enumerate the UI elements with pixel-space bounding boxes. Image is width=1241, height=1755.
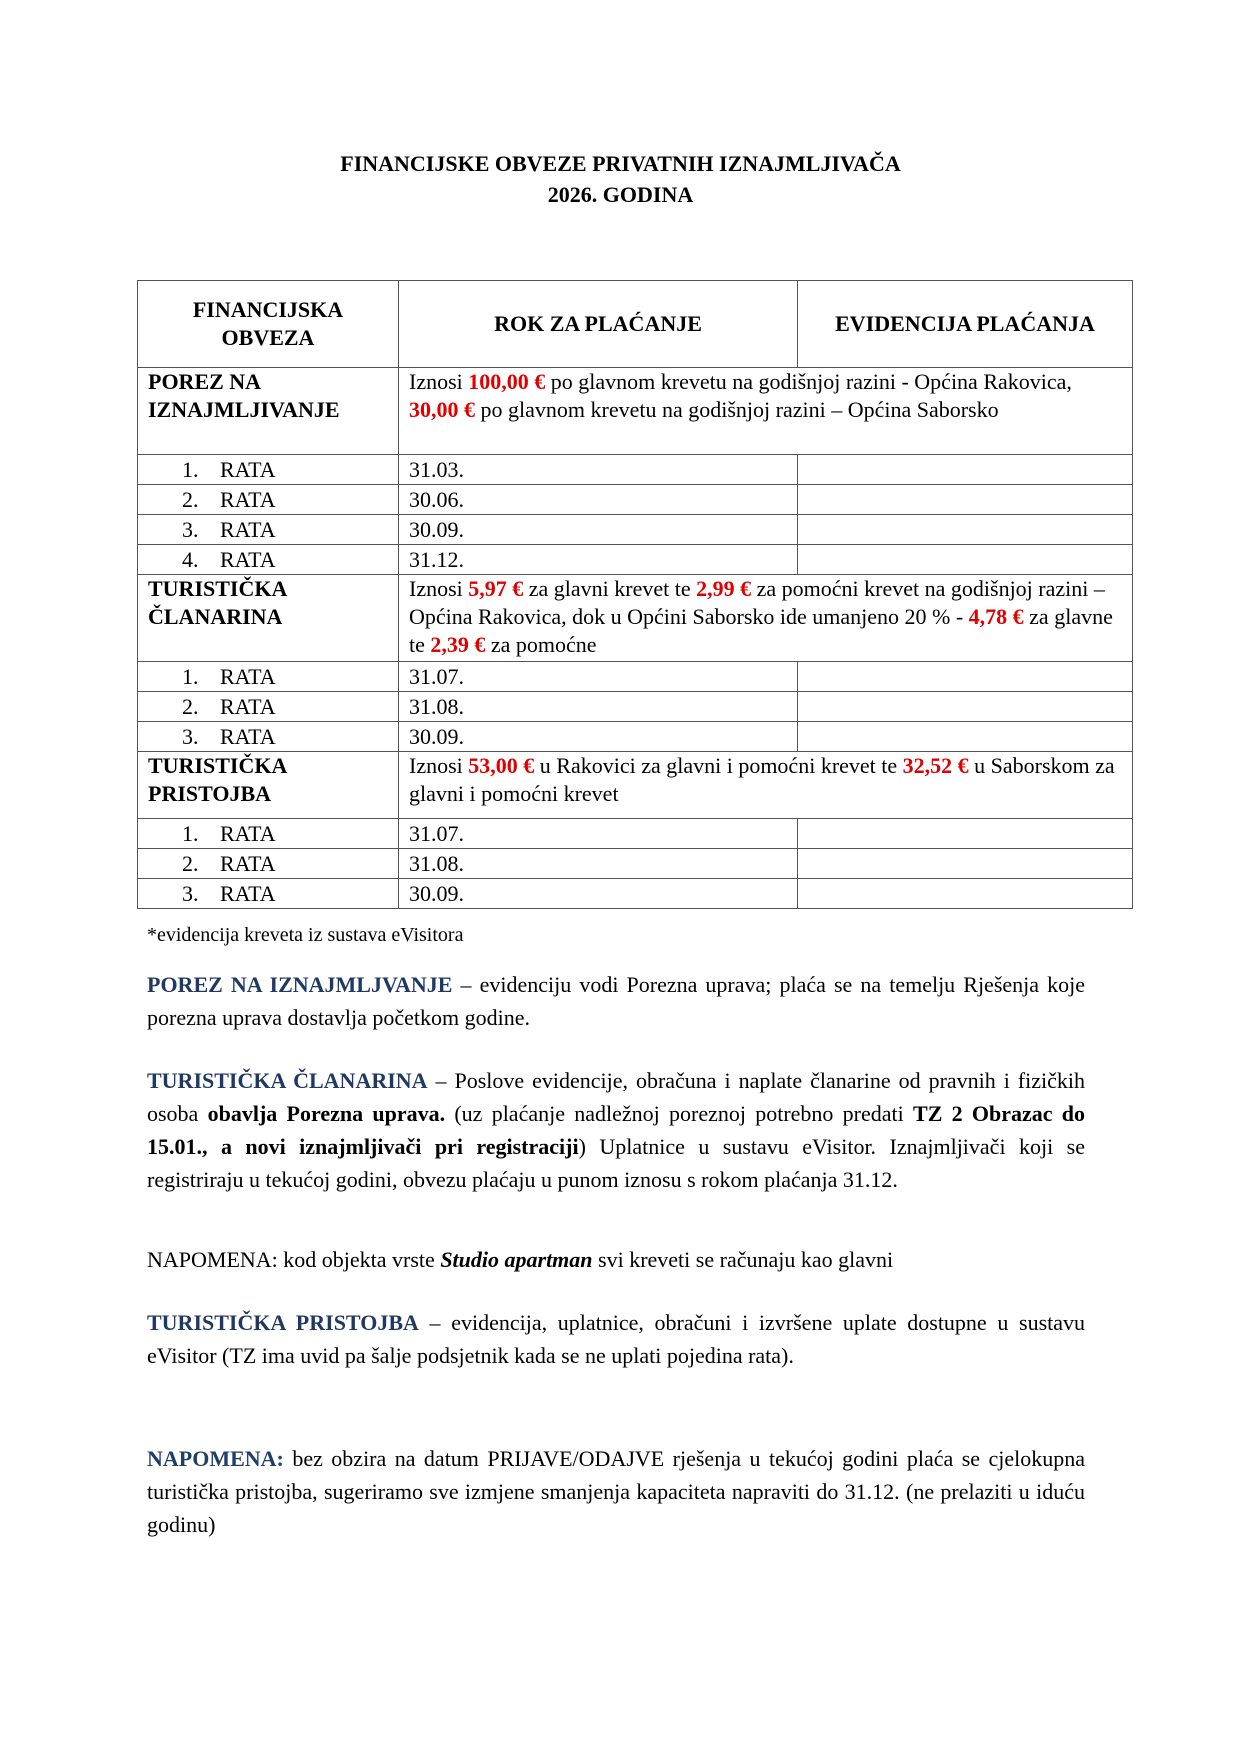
amount-value: 53,00 € bbox=[468, 753, 535, 778]
section-row bbox=[138, 575, 1133, 662]
clanarina-text-2: (uz plaćanje nadležnoj poreznoj potrebno predati bbox=[445, 1101, 914, 1126]
amount-value: 32,52 € bbox=[902, 753, 969, 778]
description-text: u Saborskom za glavni i pomoćni krevet bbox=[409, 753, 1115, 806]
installment-evidence-cell[interactable] bbox=[798, 662, 1133, 692]
installment-row bbox=[138, 515, 1133, 545]
description-text: za pomoćne bbox=[485, 632, 597, 657]
section-name: TURISTIČKA PRISTOJBA bbox=[138, 752, 399, 819]
installment-deadline: 31.07. bbox=[399, 819, 798, 849]
installment-evidence-cell[interactable] bbox=[798, 819, 1133, 849]
installment-deadline: 30.09. bbox=[399, 722, 798, 752]
installment-text: RATA bbox=[220, 487, 276, 512]
installment-deadline: 31.08. bbox=[399, 849, 798, 879]
installment-label bbox=[138, 662, 399, 692]
installment-deadline: 31.08. bbox=[399, 692, 798, 722]
paragraph-pristojba bbox=[147, 1306, 1085, 1372]
studio-bold-italic: Studio apartman bbox=[440, 1247, 593, 1272]
installment-number: 3. bbox=[182, 517, 199, 542]
paragraph-napomena-studio bbox=[147, 1243, 1085, 1276]
installment-row bbox=[138, 879, 1133, 909]
pristojba-text: – evidencija, uplatnice, obračuni i izvršene uplate dostupne u sustavu eVisitor (TZ ima uvid pa šalje podsjetnik kada se ne uplati pojedina rata). bbox=[147, 1310, 1086, 1368]
obligations-table bbox=[137, 280, 1133, 909]
clanarina-bold-2: TZ 2 Obrazac do 15.01., a novi iznajmljivači pri registraciji bbox=[147, 1101, 1086, 1159]
description-text: za glavni krevet te bbox=[523, 576, 697, 601]
installment-row bbox=[138, 722, 1133, 752]
section-description bbox=[399, 752, 1133, 819]
amount-value: 4,78 € bbox=[968, 604, 1024, 629]
header-obligation: FINANCIJSKA OBVEZA bbox=[138, 281, 399, 368]
section-name: TURISTIČKA ČLANARINA bbox=[138, 575, 399, 662]
installment-text: RATA bbox=[220, 821, 276, 846]
description-text: po glavnom krevetu na godišnjoj razini – Općina Saborsko bbox=[475, 397, 999, 422]
clanarina-text-1: – Poslove evidencije, obračuna i naplate članarine od pravnih i fizičkih osoba bbox=[147, 1068, 1085, 1126]
installment-label bbox=[138, 819, 399, 849]
section-row bbox=[138, 752, 1133, 819]
installment-deadline: 31.07. bbox=[399, 662, 798, 692]
installment-number: 1. bbox=[182, 821, 199, 846]
amount-value: 2,39 € bbox=[430, 632, 486, 657]
installment-text: RATA bbox=[220, 664, 276, 689]
installment-text: RATA bbox=[220, 694, 276, 719]
installment-row bbox=[138, 819, 1133, 849]
description-text: Iznosi bbox=[409, 369, 469, 394]
section-description bbox=[399, 575, 1133, 662]
installment-row bbox=[138, 692, 1133, 722]
clanarina-bold-1: obavlja Porezna uprava. bbox=[207, 1101, 446, 1126]
description-text: za pomoćni krevet na godišnjoj razini – Općina Rakovica, dok u Općini Saborsko ide umanjeno 20 % - bbox=[409, 576, 1105, 629]
installment-deadline: 30.09. bbox=[399, 879, 798, 909]
section-row bbox=[138, 368, 1133, 455]
installment-text: RATA bbox=[220, 547, 276, 572]
installment-deadline: 30.09. bbox=[399, 515, 798, 545]
installment-evidence-cell[interactable] bbox=[798, 849, 1133, 879]
installment-evidence-cell[interactable] bbox=[798, 485, 1133, 515]
installment-text: RATA bbox=[220, 724, 276, 749]
napomena-text: bez obzira na datum PRIJAVE/ODAJVE rješenja u tekućoj godini plaća se cjelokupna turistička pristojba, sugeriramo sve izmjene smanjenja kapaciteta napraviti do 31.12. (ne prelaziti u iduću godinu) bbox=[147, 1446, 1085, 1537]
installment-row bbox=[138, 662, 1133, 692]
installment-label bbox=[138, 515, 399, 545]
table-footnote: *evidencija kreveta iz sustava eVisitora bbox=[147, 924, 464, 946]
installment-number: 2. bbox=[182, 694, 199, 719]
installment-label bbox=[138, 879, 399, 909]
installment-text: RATA bbox=[220, 851, 276, 876]
studio-text-2: svi kreveti se računaju kao glavni bbox=[592, 1247, 894, 1272]
installment-text: RATA bbox=[220, 881, 276, 906]
installment-evidence-cell[interactable] bbox=[798, 545, 1133, 575]
title-line-1: FINANCIJSKE OBVEZE PRIVATNIH IZNAJMLJIVAČA bbox=[340, 151, 901, 176]
installment-deadline: 31.12. bbox=[399, 545, 798, 575]
installment-text: RATA bbox=[220, 457, 276, 482]
installment-deadline: 30.06. bbox=[399, 485, 798, 515]
installment-number: 4. bbox=[182, 547, 199, 572]
installment-label bbox=[138, 485, 399, 515]
installment-label bbox=[138, 722, 399, 752]
section-description bbox=[399, 368, 1133, 455]
document-title bbox=[0, 148, 1241, 210]
description-text: Iznosi bbox=[409, 576, 469, 601]
installment-label bbox=[138, 545, 399, 575]
installment-evidence-cell[interactable] bbox=[798, 515, 1133, 545]
installment-number: 2. bbox=[182, 487, 199, 512]
clanarina-text-3: ) Uplatnice u sustavu eVisitor. Iznajmljivači koji se registriraju u tekućoj godini, obvezu plaćaju u punom iznosu s rokom plaćanja 31.12. bbox=[147, 1134, 1085, 1192]
porez-heading: POREZ NA IZNAJMLJVANJE bbox=[147, 972, 453, 997]
description-text: po glavnom krevetu na godišnjoj razini - Općina Rakovica, bbox=[545, 369, 1072, 394]
porez-text: – evidenciju vodi Porezna uprava; plaća se na temelju Rješenja koje porezna uprava dostavlja početkom godine. bbox=[147, 972, 1085, 1030]
paragraph-porez bbox=[147, 968, 1085, 1034]
table-header-row bbox=[138, 281, 1133, 368]
installment-evidence-cell[interactable] bbox=[798, 879, 1133, 909]
section-name: POREZ NA IZNAJMLJIVANJE bbox=[138, 368, 399, 455]
title-line-2: 2026. GODINA bbox=[547, 182, 694, 207]
description-text: u Rakovici za glavni i pomoćni krevet te bbox=[534, 753, 903, 778]
amount-value: 2,99 € bbox=[696, 576, 752, 601]
installment-number: 3. bbox=[182, 881, 199, 906]
installment-number: 2. bbox=[182, 851, 199, 876]
installment-row bbox=[138, 485, 1133, 515]
installment-number: 1. bbox=[182, 457, 199, 482]
installment-deadline: 31.03. bbox=[399, 455, 798, 485]
installment-label bbox=[138, 849, 399, 879]
installment-evidence-cell[interactable] bbox=[798, 455, 1133, 485]
studio-text-1: NAPOMENA: kod objekta vrste bbox=[147, 1247, 441, 1272]
header-evidence: EVIDENCIJA PLAĆANJA bbox=[798, 281, 1133, 368]
installment-row bbox=[138, 545, 1133, 575]
installment-number: 1. bbox=[182, 664, 199, 689]
amount-value: 30,00 € bbox=[409, 397, 475, 422]
installment-row bbox=[138, 455, 1133, 485]
clanarina-heading: TURISTIČKA ČLANARINA bbox=[147, 1068, 428, 1093]
paragraph-napomena-final bbox=[147, 1442, 1085, 1541]
installment-row bbox=[138, 849, 1133, 879]
installment-label bbox=[138, 692, 399, 722]
napomena-heading: NAPOMENA: bbox=[147, 1446, 284, 1471]
installment-evidence-cell[interactable] bbox=[798, 722, 1133, 752]
paragraph-clanarina bbox=[147, 1064, 1085, 1196]
installment-label bbox=[138, 455, 399, 485]
pristojba-heading: TURISTIČKA PRISTOJBA bbox=[147, 1310, 419, 1335]
installment-number: 3. bbox=[182, 724, 199, 749]
header-deadline: ROK ZA PLAĆANJE bbox=[399, 281, 798, 368]
installment-evidence-cell[interactable] bbox=[798, 692, 1133, 722]
description-text: za glavne te bbox=[409, 604, 1113, 657]
description-text: Iznosi bbox=[409, 753, 469, 778]
installment-text: RATA bbox=[220, 517, 276, 542]
amount-value: 5,97 € bbox=[468, 576, 524, 601]
amount-value: 100,00 € bbox=[468, 369, 546, 394]
